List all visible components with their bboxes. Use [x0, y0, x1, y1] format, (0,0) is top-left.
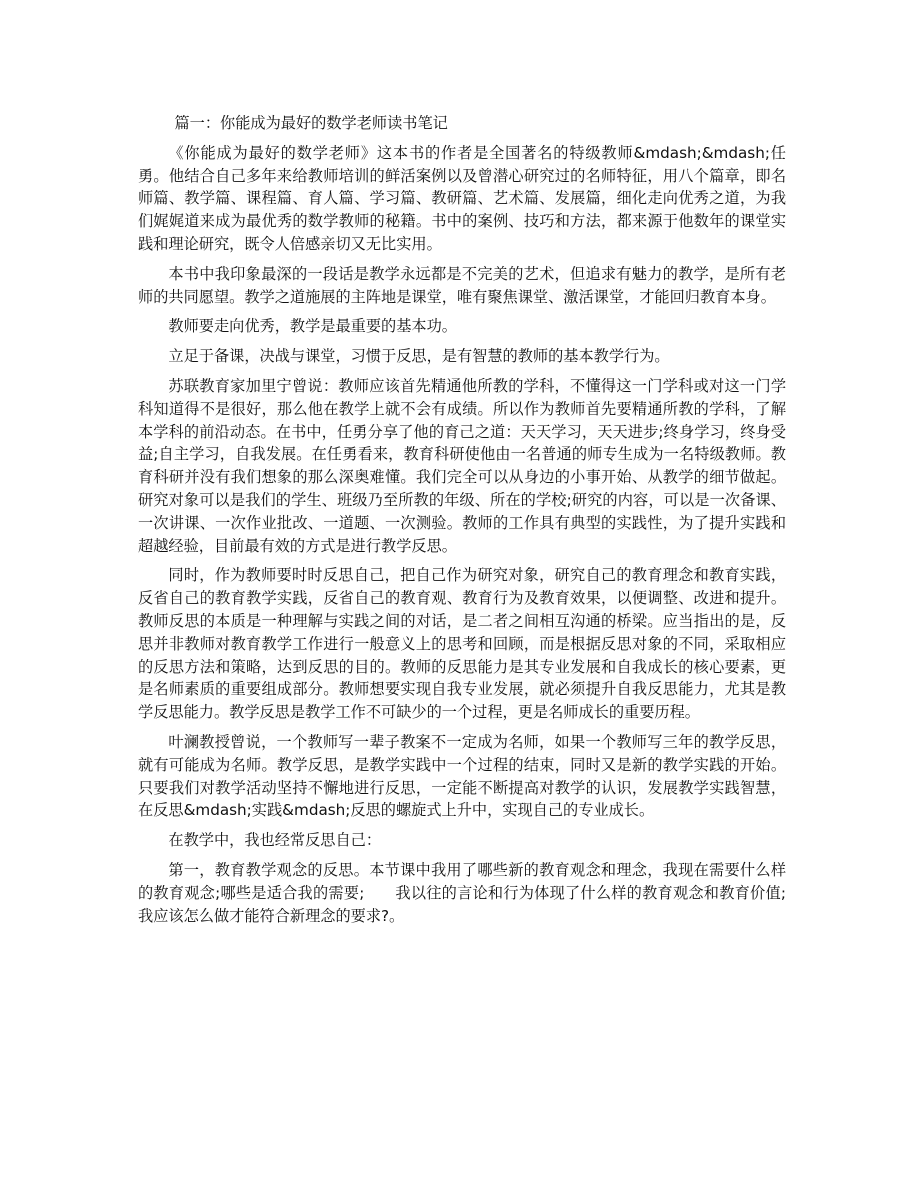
paragraph-5: 苏联教育家加里宁曾说：教师应该首先精通他所教的学科，不懂得这一门学科或对这一门学科知道得不是很好，那么他在教学上就不会有成绩。所以作为教师首先要精通所教的学科，了解本学科的前沿动态。在书中，任勇分享了他的育己之道：天天学习，天天进步;终身学习，终身受益;自主学习，自我发展。在任勇看来，教育科研使他由一名普通的师专生成为一名特级教师。教育科研并没有我们想象的那么深奥难懂。我们完全可以从身边的小事开始、从教学的细节做起。研究对象可以是我们的学生、班级乃至所教的年级、所在的学校;研究的内容，可以是一次备课、一次讲课、一次作业批改、一道题、一次测验。教师的工作具有典型的实践性，为了提升实践和超越经验，目前最有效的方式是进行教学反思。 [138, 376, 786, 555]
paragraph-4: 立足于备课，决战与课堂，习惯于反思，是有智慧的教师的基本教学行为。 [168, 347, 670, 366]
document-page [138, 112, 786, 934]
paragraph-8: 在教学中，我也经常反思自己： [168, 831, 382, 850]
paragraph-7: 叶澜教授曾说，一个教师写一辈子教案不一定成为名师，如果一个教师写三年的教学反思，就有可能成为名师。教学反思，是教学实践中一个过程的结束，同时又是新的教学实践的开始。只要我们对教学活动坚持不懈地进行反思，一定能不断提高对教学的认识，发展教学实践智慧，在反思&mdash;实践&mdash;反思的螺旋式上升中，实现自己的专业成长。 [138, 732, 786, 820]
paragraph-6: 同时，作为教师要时时反思自己，把自己作为研究对象，研究自己的教育理念和教育实践，反省自己的教育教学实践，反省自己的教育观、教育行为及教育效果，以便调整、改进和提升。教师反思的本质是一种理解与实践之间的对话，是二者之间相互沟通的桥梁。应当指出的是，反思并非教师对教育教学工作进行一般意义上的思考和回顾，而是根据反思对象的不同，采取相应的反思方法和策略，达到反思的目的。教师的反思能力是其专业发展和自我成长的核心要素，更是名师素质的重要组成部分。教师想要实现自我专业发展，就必须提升自我反思能力，尤其是教学反思能力。教学反思是教学工作不可缺少的一个过程，更是名师成长的重要历程。 [138, 566, 786, 722]
paragraph-2: 本书中我印象最深的一段话是教学永远都是不完美的艺术，但追求有魅力的教学，是所有老师的共同愿望。教学之道施展的主阵地是课堂，唯有聚焦课堂、激活课堂，才能回归教育本身。 [138, 264, 786, 306]
paragraph-9: 第一，教育教学观念的反思。本节课中我用了哪些新的教育观念和理念，我现在需要什么样的教育观念;哪些是适合我的需要; 我以往的言论和行为体现了什么样的教育观念和教育价值;我应该怎么做才能符合新理念的要求?。 [138, 860, 786, 925]
document-title: 篇一：你能成为最好的数学老师读书笔记 [174, 114, 448, 132]
paragraph-3: 教师要走向优秀，教学是最重要的基本功。 [168, 317, 457, 336]
paragraph-1: 《你能成为最好的数学老师》这本书的作者是全国著名的特级教师&mdash;&mdash;任勇。他结合自己多年来给教师培训的鲜活案例以及曾潜心研究过的名师特征，用八个篇章，即名师篇、教学篇、课程篇、育人篇、学习篇、教研篇、艺术篇、发展篇，细化走向优秀之道，为我们娓娓道来成为最优秀的数学教师的秘籍。书中的案例、技巧和方法，都来源于他数年的课堂实践和理论研究，既令人倍感亲切又无比实用。 [138, 143, 786, 253]
